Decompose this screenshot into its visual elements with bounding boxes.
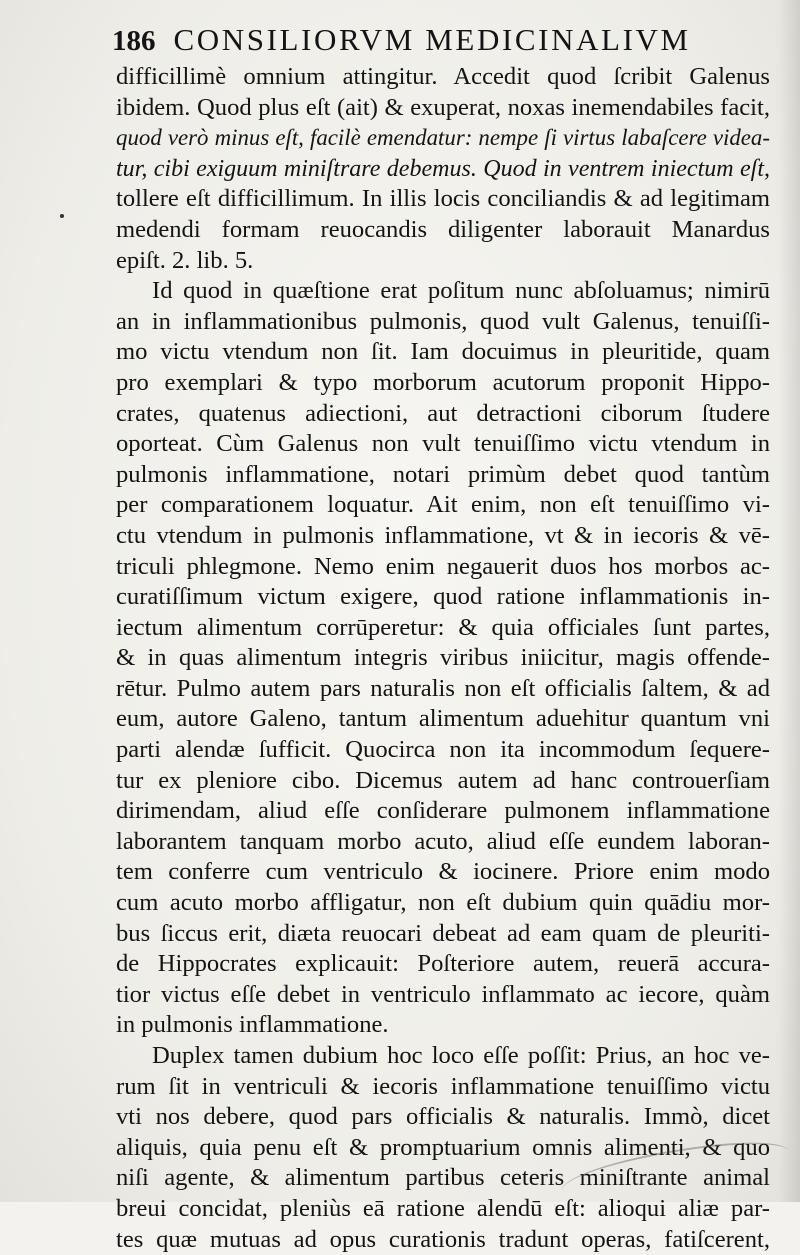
- text-line: tur ex pleniore cibo. Dicemus autem ad hanc controuerſiam: [116, 766, 770, 794]
- text-line: & in quas alimentum integris viribus iniicitur, magis offende-: [116, 644, 770, 672]
- text-line: vti nos debere, quod pars officialis & naturalis. Immò, dicet: [116, 1103, 770, 1131]
- text-line: curatiſſimum victum exigere, quod ratione inflammationis in-: [116, 583, 770, 611]
- page-number: 186: [112, 25, 156, 57]
- text-line: epiſt. 2. lib. 5.: [116, 246, 254, 274]
- body-text: [116, 62, 770, 1255]
- text-line: niſi agente, & alimentum partibus ceteris miniſtrante animal: [116, 1164, 770, 1192]
- text-line: oporteat. Cùm Galenus non vult tenuiſſimo victu vtendum in: [116, 430, 770, 458]
- running-title: CONSILIORVM MEDICINALIVM: [173, 22, 691, 57]
- text-line: dirimendam, aliud eſſe conſiderare pulmonem inflammatione: [116, 797, 770, 825]
- text-line: tur, cibi exiguum miniſtrare debemus. Quod in ventrem iniectum eſt,: [116, 155, 770, 182]
- text-line: ctu vtendum in pulmonis inflammatione, vt & in iecoris & vē-: [116, 521, 770, 549]
- ink-speck: [60, 214, 64, 218]
- text-line: iectum alimentum corrūperetur: & quia officiales ſunt partes,: [116, 613, 770, 641]
- text-line: laborantem tanquam morbo acuto, aliud eſſe eundem laboran-: [116, 827, 770, 855]
- text-line: triculi phlegmone. Nemo enim negauerit duos hos morbos ac-: [116, 552, 770, 580]
- text-line: pulmonis inflammatione, notari primùm debet quod tantùm: [116, 460, 770, 488]
- text-line: medendi formam reuocandis diligenter laborauit Manardus: [116, 215, 770, 243]
- text-line: de Hippocrates explicauit: Poſteriore autem, reuerā accura-: [116, 950, 770, 978]
- text-line: tes quæ mutuas ad opus curationis tradunt operas, fatiſcerent,: [116, 1225, 770, 1253]
- text-line: in pulmonis inflammatione.: [116, 1011, 389, 1039]
- text-line: per comparationem loquatur. Ait enim, non eſt tenuiſſimo vi-: [116, 491, 770, 519]
- text-line: breui concidat, pleniùs eā ratione alendū eſt: alioqui aliæ par-: [116, 1194, 770, 1222]
- page-edge-shadow: [778, 0, 800, 1202]
- page-header: [112, 22, 742, 66]
- text-line: tollere eſt difficillimum. In illis locis conciliandis & ad legitimam: [116, 185, 770, 213]
- text-line: crates, quatenus adiectioni, aut detractioni ciborum ſtudere: [116, 399, 770, 427]
- text-line: Id quod in quæſtione erat poſitum nunc abſoluamus; nimirū: [152, 277, 770, 305]
- text-line: eum, autore Galeno, tantum alimentum aduehitur quantum vni: [116, 705, 770, 733]
- text-line: mo victu vtendum non ſit. Iam docuimus in pleuritide, quam: [116, 338, 770, 366]
- text-line: bus ſiccus erit, diæta reuocari debeat ad eam quam de pleuriti-: [116, 919, 770, 947]
- text-line: parti alendæ ſufficit. Quocirca non ita incommodum ſequere-: [116, 736, 770, 764]
- text-line: an in inflammationibus pulmonis, quod vult Galenus, tenuiſſi-: [116, 307, 770, 335]
- text-line: tior victus eſſe debet in ventriculo inflammato ac iecore, quàm: [116, 980, 770, 1008]
- text-line: rum ſit in ventriculi & iecoris inflammatione tenuiſſimo victu: [116, 1072, 770, 1100]
- text-line: difficillimè omnium attingitur. Accedit quod ſcribit Galenus: [116, 63, 770, 90]
- text-line: rētur. Pulmo autem pars naturalis non eſt officialis ſaltem, & ad: [116, 674, 770, 702]
- text-line: quod verò minus eſt, facilè emendatur: nempe ſi virtus labaſcere videa-: [116, 125, 770, 151]
- text-line: aliquis, quia penu eſt & promptuarium omnis alimenti, & quo: [116, 1133, 770, 1161]
- text-line: cum acuto morbo affligatur, non eſt dubium quin quādiu mor-: [116, 889, 770, 917]
- text-line: ibidem. Quod plus eſt (ait) & exuperat, noxas inemendabiles facit,: [116, 93, 770, 121]
- text-line: Duplex tamen dubium hoc loco eſſe poſſit: Prius, an hoc ve-: [152, 1042, 770, 1069]
- text-line: pro exemplari & typo morborum acutorum proponit Hippo-: [116, 368, 770, 396]
- text-line: tem conferre cum ventriculo & iocinere. Priore enim modo: [116, 858, 770, 886]
